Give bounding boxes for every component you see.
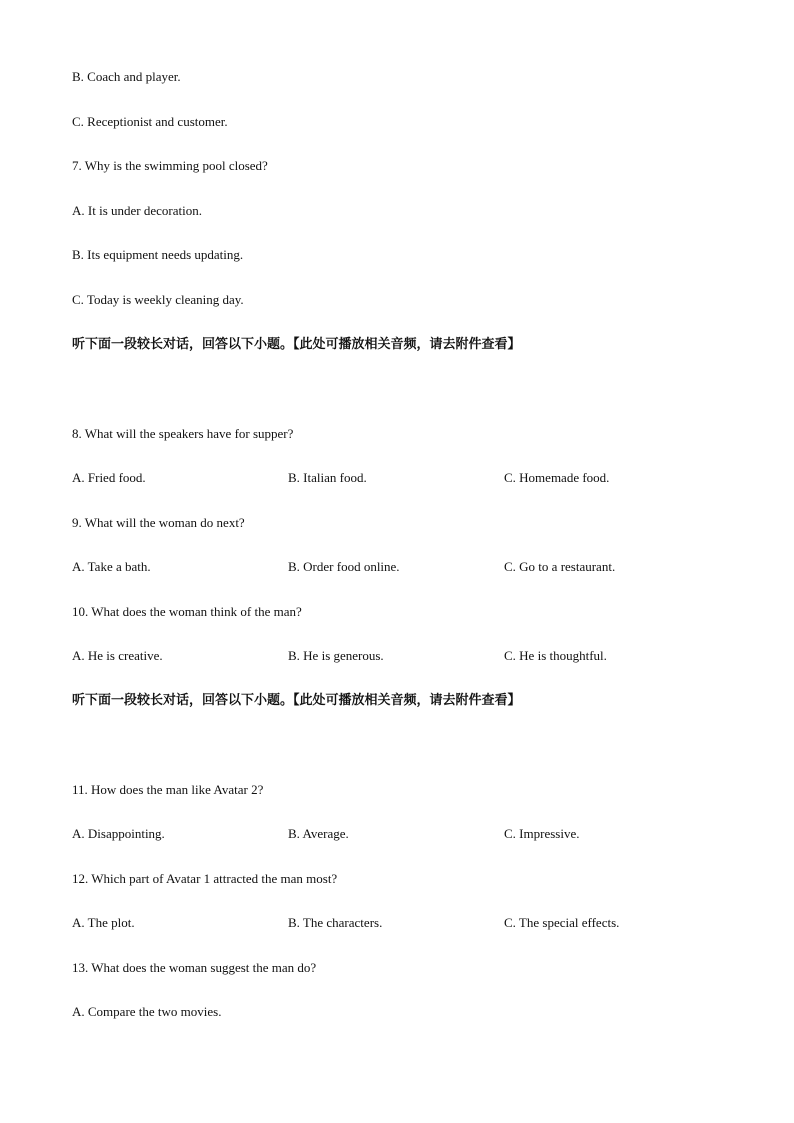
- option-text: B. Coach and player.: [72, 69, 181, 84]
- listening-instruction: 听下面一段较长对话，回答以下小题。【此处可播放相关音频，请去附件查看】: [72, 693, 521, 708]
- option-a: A. He is creative.: [72, 648, 163, 663]
- option-a: A. The plot.: [72, 915, 135, 930]
- options-row: [72, 559, 732, 575]
- question-7: 7. Why is the swimming pool closed?: [72, 158, 268, 173]
- option-b: B. Italian food.: [288, 470, 367, 485]
- question-11: 11. How does the man like Avatar 2?: [72, 782, 264, 797]
- option-text: B. Its equipment needs updating.: [72, 247, 244, 262]
- option-c: C. Go to a restaurant.: [504, 559, 616, 574]
- option-a: A. Take a bath.: [72, 559, 151, 574]
- option-text: C. Today is weekly cleaning day.: [72, 292, 244, 307]
- options-row: [72, 470, 732, 486]
- option-text: A. Compare the two movies.: [72, 1004, 222, 1019]
- question-12: 12. Which part of Avatar 1 attracted the man most?: [72, 871, 338, 886]
- question-13: 13. What does the woman suggest the man do?: [72, 960, 317, 975]
- option-b: B. The characters.: [288, 915, 383, 930]
- options-row: [72, 915, 732, 931]
- option-a: A. Disappointing.: [72, 826, 165, 841]
- option-b: B. Average.: [288, 826, 349, 841]
- question-9: 9. What will the woman do next?: [72, 515, 245, 530]
- option-b: B. He is generous.: [288, 648, 384, 663]
- option-b: B. Order food online.: [288, 559, 400, 574]
- option-text: C. Receptionist and customer.: [72, 114, 228, 129]
- option-c: C. Impressive.: [504, 826, 580, 841]
- option-text: A. It is under decoration.: [72, 203, 202, 218]
- option-c: C. The special effects.: [504, 915, 620, 930]
- question-10: 10. What does the woman think of the man?: [72, 604, 302, 619]
- option-a: A. Fried food.: [72, 470, 146, 485]
- option-c: C. Homemade food.: [504, 470, 610, 485]
- options-row: [72, 826, 732, 842]
- listening-instruction: 听下面一段较长对话，回答以下小题。【此处可播放相关音频，请去附件查看】: [72, 337, 521, 352]
- options-row: [72, 648, 732, 664]
- question-8: 8. What will the speakers have for supper?: [72, 426, 294, 441]
- option-c: C. He is thoughtful.: [504, 648, 607, 663]
